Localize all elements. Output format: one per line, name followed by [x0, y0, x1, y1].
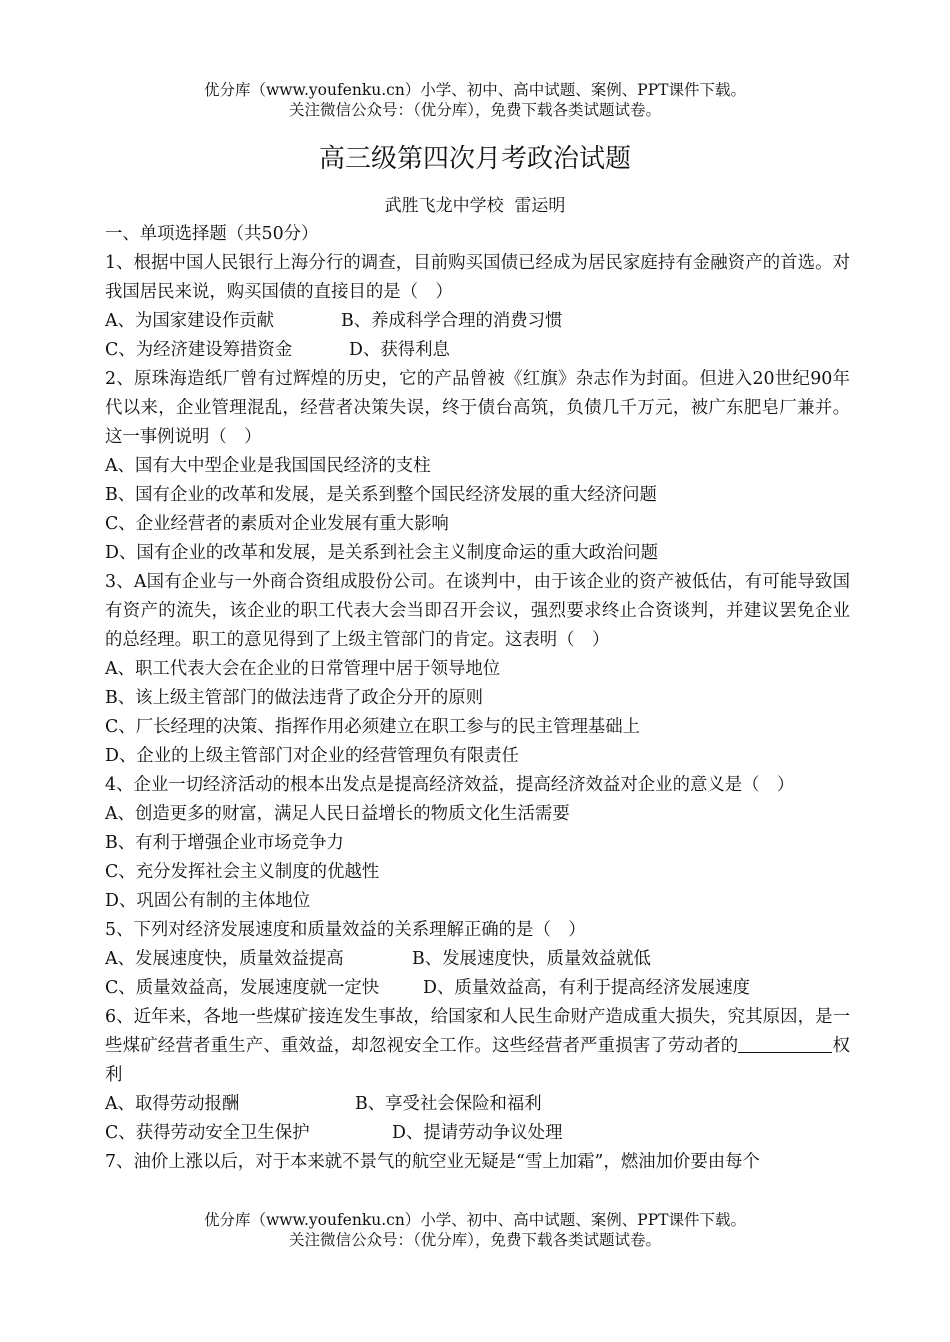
section-heading: 一、单项选择题（共50分）	[105, 224, 319, 244]
q5-option-a: A、发展速度快，质量效益提高	[105, 949, 344, 969]
question-6-options-row-1	[105, 1090, 850, 1119]
footer-line-1: 优分库（www.youfenku.cn）小学、初中、高中试题、案例、PPT课件下载。	[203, 1211, 747, 1229]
q2-option-a: A、国有大中型企业是我国国民经济的支柱	[105, 456, 431, 476]
question-5-options-row-2	[105, 974, 850, 1003]
q1-option-d: D、获得利息	[349, 340, 450, 360]
q6-stem-end: 权利	[105, 1036, 850, 1085]
exam-body	[105, 220, 850, 1177]
q5-option-b: B、发展速度快，质量效益就低	[412, 949, 651, 969]
q6-stem-text: 6、近年来，各地一些煤矿接连发生事故，给国家和人民生命财产造成重大损失，究其原因，是一些煤矿经营者重生产、重效益，却忽视安全工作。这些经营者严重损害了劳动者的	[105, 1007, 850, 1056]
q4-option-d: D、巩固公有制的主体地位	[105, 891, 311, 911]
q4-option-b: B、有利于增强企业市场竞争力	[105, 833, 344, 853]
q3-option-a: A、职工代表大会在企业的日常管理中居于领导地位	[105, 659, 501, 679]
header-line-1: 优分库（www.youfenku.cn）小学、初中、高中试题、案例、PPT课件下载。	[203, 81, 747, 99]
q3-option-c: C、厂长经理的决策、指挥作用必须建立在职工参与的民主管理基础上	[105, 717, 641, 737]
q5-option-c: C、质量效益高，发展速度就一定快	[105, 978, 380, 998]
question-4-stem: 4、企业一切经济活动的根本出发点是提高经济效益，提高经济效益对企业的意义是（ ）	[105, 775, 795, 795]
question-1-stem: 1、根据中国人民银行上海分行的调查，目前购买国债已经成为居民家庭持有金融资产的首选。对我国居民来说，购买国债的直接目的是（ ）	[105, 253, 850, 302]
q6-option-b: B、享受社会保险和福利	[355, 1094, 542, 1114]
q6-option-d: D、提请劳动争议处理	[392, 1123, 563, 1143]
q6-option-c: C、获得劳动安全卫生保护	[105, 1123, 310, 1143]
question-7-stem: 7、油价上涨以后，对于本来就不景气的航空业无疑是“雪上加霜”，燃油加价要由每个	[105, 1152, 760, 1172]
page-footer	[0, 1210, 950, 1250]
q4-option-a: A、创造更多的财富，满足人民日益增长的物质文化生活需要	[105, 804, 570, 824]
q1-option-a: A、为国家建设作贡献	[105, 311, 275, 331]
header-line-2: 关注微信公众号：（优分库），免费下载各类试题试卷。	[288, 101, 661, 119]
q1-option-c: C、为经济建设筹措资金	[105, 340, 293, 360]
q2-option-b: B、国有企业的改革和发展，是关系到整个国民经济发展的重大经济问题	[105, 485, 657, 505]
q1-option-b: B、养成科学合理的消费习惯	[341, 311, 563, 331]
q5-option-d: D、质量效益高，有利于提高经济发展速度	[423, 978, 750, 998]
answer-blank	[738, 1032, 832, 1053]
q2-option-d: D、国有企业的改革和发展，是关系到社会主义制度命运的重大政治问题	[105, 543, 659, 563]
footer-line-2: 关注微信公众号：（优分库），免费下载各类试题试卷。	[288, 1231, 661, 1249]
q2-option-c: C、企业经营者的素质对企业发展有重大影响	[105, 514, 449, 534]
question-1-options-row-2	[105, 336, 850, 365]
page-header	[0, 80, 950, 120]
q3-option-b: B、该上级主管部门的做法违背了政企分开的原则	[105, 688, 483, 708]
question-5-stem: 5、下列对经济发展速度和质量效益的关系理解正确的是（ ）	[105, 920, 586, 940]
q4-option-c: C、充分发挥社会主义制度的优越性	[105, 862, 380, 882]
exam-author: 武胜飞龙中学校 雷运明	[384, 196, 566, 216]
q3-option-d: D、企业的上级主管部门对企业的经营管理负有限责任	[105, 746, 519, 766]
question-2-stem: 2、原珠海造纸厂曾有过辉煌的历史，它的产品曾被《红旗》杂志作为封面。但进入20世纪90年代以来，企业管理混乱，经营者决策失误，终于债台高筑，负债几千万元，被广东肥皂厂兼并。这一事例说明（ ）	[105, 369, 850, 447]
exam-title: 高三级第四次月考政治试题	[318, 144, 631, 174]
question-5-options-row-1	[105, 945, 850, 974]
question-6-stem	[105, 1003, 850, 1090]
q6-option-a: A、取得劳动报酬	[105, 1094, 240, 1114]
question-3-stem: 3、A国有企业与一外商合资组成股份公司。在谈判中，由于该企业的资产被低估，有可能导致国有资产的流失，该企业的职工代表大会当即召开会议，强烈要求终止合资谈判，并建议罢免企业的总经理。职工的意见得到了上级主管部门的肯定。这表明（ ）	[105, 572, 850, 650]
question-1-options-row-1	[105, 307, 850, 336]
question-6-options-row-2	[105, 1119, 850, 1148]
